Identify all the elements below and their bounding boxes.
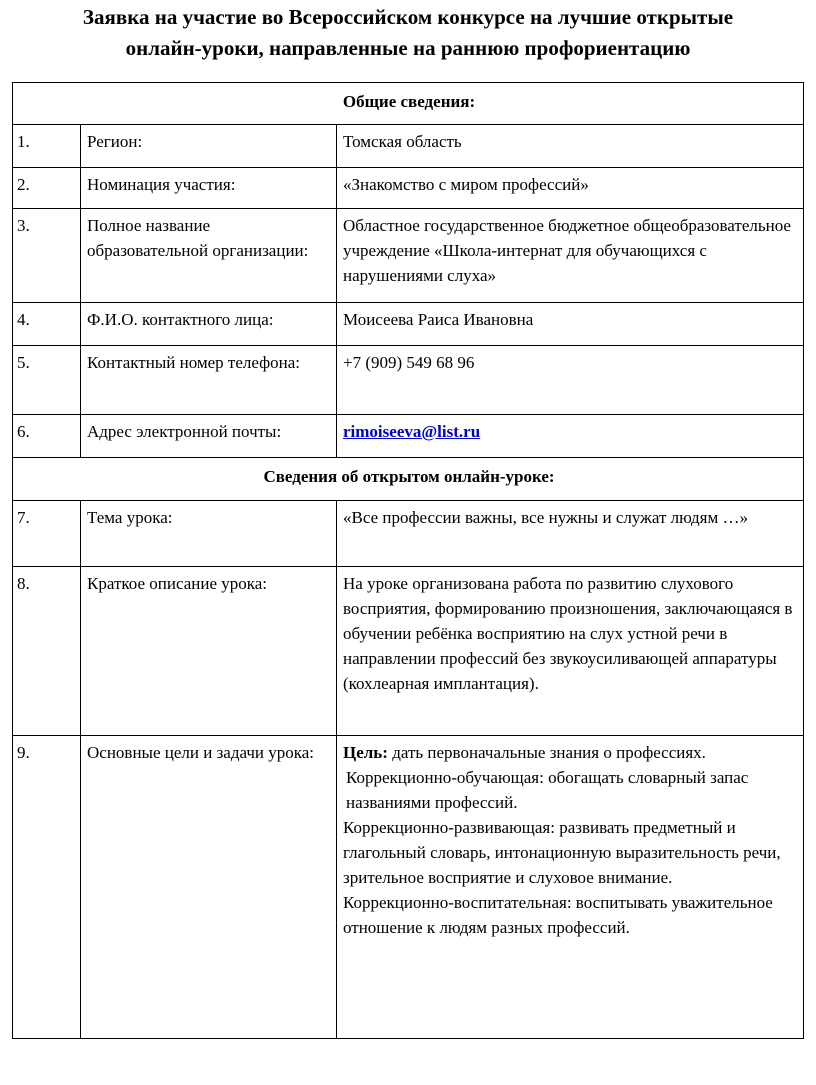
row-value: Моисеева Раиса Ивановна [337, 303, 804, 346]
row-value: На уроке организована работа по развитию слухового восприятия, формированию произношения, заключающаяся в обучении ребёнка восприятию на слух устной речи в направлении профессий без звукоусиливающей аппаратуры (кохлеарная имплантация). [337, 567, 804, 736]
table-row [13, 501, 804, 567]
row-value: «Знакомство с миром профессий» [337, 168, 804, 209]
goal-label: Цель: [343, 743, 388, 762]
row-label: Тема урока: [81, 501, 337, 567]
email-link[interactable]: rimoiseeva@list.ru [343, 422, 481, 441]
task-item: Коррекционно-развивающая: развивать предметный и глагольный словарь, интонационную выразительность речи, зрительное восприятие и слуховое внимание. [343, 818, 781, 887]
section-row-general [13, 83, 804, 125]
row-value: Томская область [337, 125, 804, 168]
row-number: 2. [13, 168, 81, 209]
row-label: Ф.И.О. контактного лица: [81, 303, 337, 346]
task-item: Коррекционно-воспитательная: воспитывать уважительное отношение к людям разных профессий. [343, 893, 773, 937]
task-item: Коррекционно-обучающая: обогащать словарный запас названиями профессий. [346, 768, 749, 812]
row-label: Основные цели и задачи урока: [81, 736, 337, 1039]
table-row [13, 209, 804, 303]
table-row [13, 125, 804, 168]
table-row [13, 415, 804, 458]
section-header-general: Общие сведения: [13, 83, 804, 125]
row-value: +7 (909) 549 68 96 [337, 346, 804, 415]
section-header-lesson: Сведения об открытом онлайн-уроке: [13, 458, 804, 501]
row-number: 7. [13, 501, 81, 567]
row-value [337, 415, 804, 458]
row-label: Полное название образовательной организации: [81, 209, 337, 303]
application-table [12, 82, 804, 1039]
table-row [13, 567, 804, 736]
row-label: Номинация участия: [81, 168, 337, 209]
title-line-2: онлайн-уроки, направленные на раннюю профориентацию [125, 36, 691, 60]
row-value: «Все профессии важны, все нужны и служат людям …» [337, 501, 804, 567]
title-line-1: Заявка на участие во Всероссийском конкурсе на лучшие открытые [82, 5, 734, 29]
row-value: Областное государственное бюджетное общеобразовательное учреждение «Школа-интернат для обучающихся с нарушениями слуха» [337, 209, 804, 303]
row-label: Регион: [81, 125, 337, 168]
row-number: 3. [13, 209, 81, 303]
row-number: 4. [13, 303, 81, 346]
row-label: Краткое описание урока: [81, 567, 337, 736]
row-label: Контактный номер телефона: [81, 346, 337, 415]
table-row [13, 346, 804, 415]
table-row [13, 736, 804, 1039]
table-row [13, 303, 804, 346]
row-label: Адрес электронной почты: [81, 415, 337, 458]
table-row [13, 168, 804, 209]
row-number: 1. [13, 125, 81, 168]
section-row-lesson [13, 458, 804, 501]
row-number: 9. [13, 736, 81, 1039]
row-number: 8. [13, 567, 81, 736]
row-number: 6. [13, 415, 81, 458]
row-value-goals [337, 736, 804, 1039]
goal-line [343, 740, 799, 765]
goal-text: дать первоначальные знания о профессиях. [387, 743, 706, 762]
row-number: 5. [13, 346, 81, 415]
document-title [0, 2, 816, 64]
